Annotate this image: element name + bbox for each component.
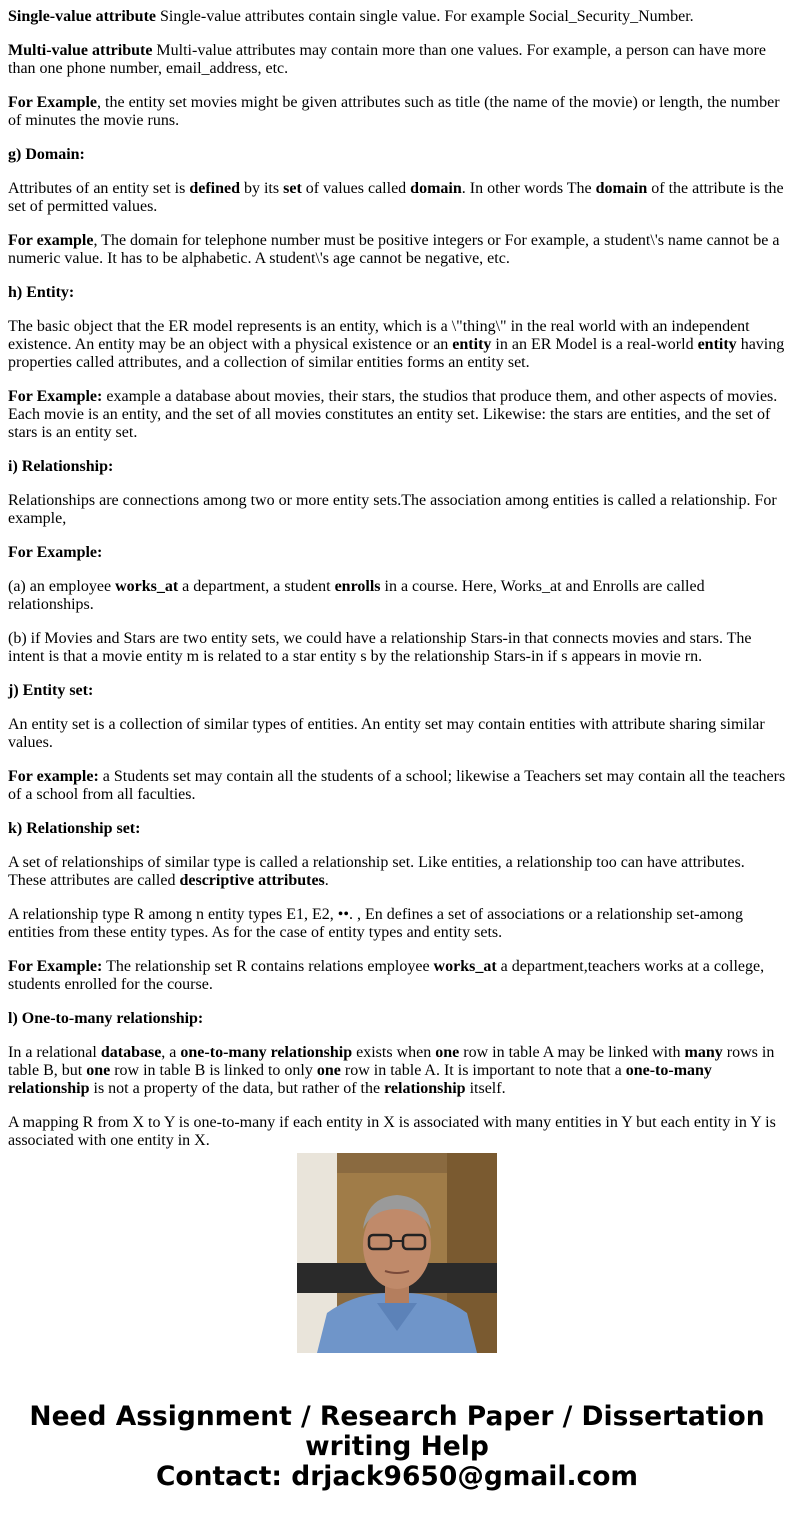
bold-text: defined: [189, 180, 240, 197]
bold-text: one: [86, 1062, 111, 1079]
text-run: The basic object that the ER model represents is an entity, which is a \"thing\" in the real world with an independent existence. An entity may be an object with a physical existence or an: [8, 318, 750, 353]
text-run: A mapping R from X to Y is one-to-many if each entity in X is associated with many entities in Y but each entity in Y is associated with one entity in X.: [8, 1114, 776, 1149]
bold-text: database: [100, 1044, 162, 1061]
paragraph: [8, 578, 786, 614]
text-run: Attributes of an entity set is: [8, 180, 190, 197]
text-run: , The domain for telephone number must be positive integers or For example, a student\'s name cannot be a numeric value. It has to be alphabetic. A student\'s age cannot be negative, etc.: [8, 232, 780, 267]
author-photo: [297, 1153, 497, 1353]
text-run: (a) an employee: [8, 578, 116, 595]
text-run: A set of relationships of similar type is called a relationship set. Like entities, a relationship too can have attributes. These attributes are called: [8, 854, 745, 889]
paragraph: [8, 716, 786, 752]
bold-text: domain: [410, 180, 462, 197]
bold-text: For Example: [8, 94, 98, 111]
paragraph: [8, 232, 786, 268]
bold-text: entity: [452, 336, 492, 353]
paragraph: [8, 492, 786, 528]
text-run: a Students set may contain all the students of a school; likewise a Teachers set may contain all the teachers of a school from all faculties.: [8, 768, 786, 803]
paragraph: [8, 854, 786, 890]
bold-text: enrolls: [334, 578, 381, 595]
text-run: a department, a student: [178, 578, 335, 595]
paragraph: [8, 682, 786, 700]
paragraph: [8, 318, 786, 372]
bold-text: i) Relationship:: [8, 458, 114, 475]
bold-text: one: [316, 1062, 341, 1079]
paragraph: [8, 42, 786, 78]
bold-text: many: [684, 1044, 723, 1061]
text-run: Single-value attributes contain single value. For example Social_Security_Number.: [156, 8, 694, 25]
text-run: row in table B is linked to only: [110, 1062, 317, 1079]
paragraph: [8, 180, 786, 216]
paragraph: [8, 458, 786, 476]
paragraph: [8, 94, 786, 130]
bold-text: works_at: [433, 958, 497, 975]
text-run: .: [324, 872, 329, 889]
article-body: [8, 0, 786, 1149]
text-run: example a database about movies, their stars, the studios that produce them, and other aspects of movies. Each movie is an entity, and the set of all movies constitutes an entity set. Likewise: the stars are entities, and the set of stars is an entity set.: [8, 388, 778, 441]
bold-text: For example: [8, 232, 94, 249]
bold-text: one-to-many relationship: [180, 1044, 353, 1061]
paragraph: [8, 630, 786, 666]
bold-text: Single-value attribute: [8, 8, 156, 25]
bold-text: one-to-many relationship: [8, 1062, 712, 1097]
promo-line-2: writing Help: [305, 1431, 489, 1462]
text-run: having properties called attributes, and a collection of similar entities forms an entity set.: [8, 336, 785, 371]
bold-text: entity: [697, 336, 737, 353]
paragraph: [8, 1114, 786, 1150]
text-run: An entity set is a collection of similar types of entities. An entity set may contain entities with attribute sharing similar values.: [8, 716, 765, 751]
text-run: a department,teachers works at a college, students enrolled for the course.: [8, 958, 765, 993]
text-run: by its: [239, 180, 284, 197]
bold-text: one: [435, 1044, 460, 1061]
paragraph: [8, 820, 786, 838]
text-run: row in table A. It is important to note that a: [340, 1062, 626, 1079]
text-run: itself.: [465, 1080, 506, 1097]
bold-text: For Example:: [8, 544, 103, 561]
text-run: , a: [161, 1044, 181, 1061]
paragraph: [8, 8, 786, 26]
text-run: rows in table B, but: [8, 1044, 775, 1079]
bold-text: g) Domain:: [8, 146, 85, 163]
paragraph: [8, 146, 786, 164]
bold-text: l) One-to-many relationship:: [8, 1010, 204, 1027]
paragraph: [8, 906, 786, 942]
paragraph: [8, 958, 786, 994]
bold-text: set: [283, 180, 302, 197]
bold-text: For Example:: [8, 958, 103, 975]
text-run: In a relational: [8, 1044, 101, 1061]
promo-banner: [0, 1402, 794, 1492]
text-run: in a course. Here, Works_at and Enrolls are called relationships.: [8, 578, 705, 613]
text-run: is not a property of the data, but rather of the: [89, 1080, 385, 1097]
text-run: The relationship set R contains relations employee: [102, 958, 434, 975]
text-run: Multi-value attributes may contain more than one values. For example, a person can have more than one phone number, email_address, etc.: [8, 42, 766, 77]
paragraph: [8, 388, 786, 442]
bold-text: For example:: [8, 768, 99, 785]
paragraph: [8, 1010, 786, 1028]
bold-text: relationship: [384, 1080, 466, 1097]
bold-text: domain: [595, 180, 648, 197]
bold-text: k) Relationship set:: [8, 820, 141, 837]
author-avatar: [297, 1153, 497, 1353]
text-run: . In other words The: [461, 180, 596, 197]
text-run: of the attribute is the set of permitted values.: [8, 180, 784, 215]
bold-text: For Example:: [8, 388, 103, 405]
bold-text: Multi-value attribute: [8, 42, 153, 59]
text-run: (b) if Movies and Stars are two entity sets, we could have a relationship Stars-in that connects movies and stars. The intent is that a movie entity m is related to a star entity s by the relationship Stars-in if s appears in movie rn.: [8, 630, 752, 665]
paragraph: [8, 544, 786, 562]
promo-contact: Contact: drjack9650@gmail.com: [155, 1461, 639, 1492]
paragraph: [8, 284, 786, 302]
text-run: in an ER Model is a real-world: [491, 336, 698, 353]
bold-text: works_at: [115, 578, 179, 595]
paragraph: [8, 1044, 786, 1098]
text-run: row in table A may be linked with: [459, 1044, 685, 1061]
text-run: A relationship type R among n entity types E1, E2, ••. , En defines a set of associations or a relationship set-among entities from these entity types. As for the case of entity types and entity sets.: [8, 906, 744, 941]
text-run: of values called: [301, 180, 411, 197]
paragraph: [8, 768, 786, 804]
bold-text: j) Entity set:: [8, 682, 94, 699]
text-run: Relationships are connections among two or more entity sets.The association among entities is called a relationship. For example,: [8, 492, 777, 527]
text-run: , the entity set movies might be given attributes such as title (the name of the movie) or length, the number of minutes the movie runs.: [8, 94, 780, 129]
bold-text: h) Entity:: [8, 284, 75, 301]
promo-line-1: Need Assignment / Research Paper / Dissertation: [29, 1401, 765, 1432]
bold-text: descriptive attributes: [179, 872, 325, 889]
text-run: exists when: [352, 1044, 436, 1061]
